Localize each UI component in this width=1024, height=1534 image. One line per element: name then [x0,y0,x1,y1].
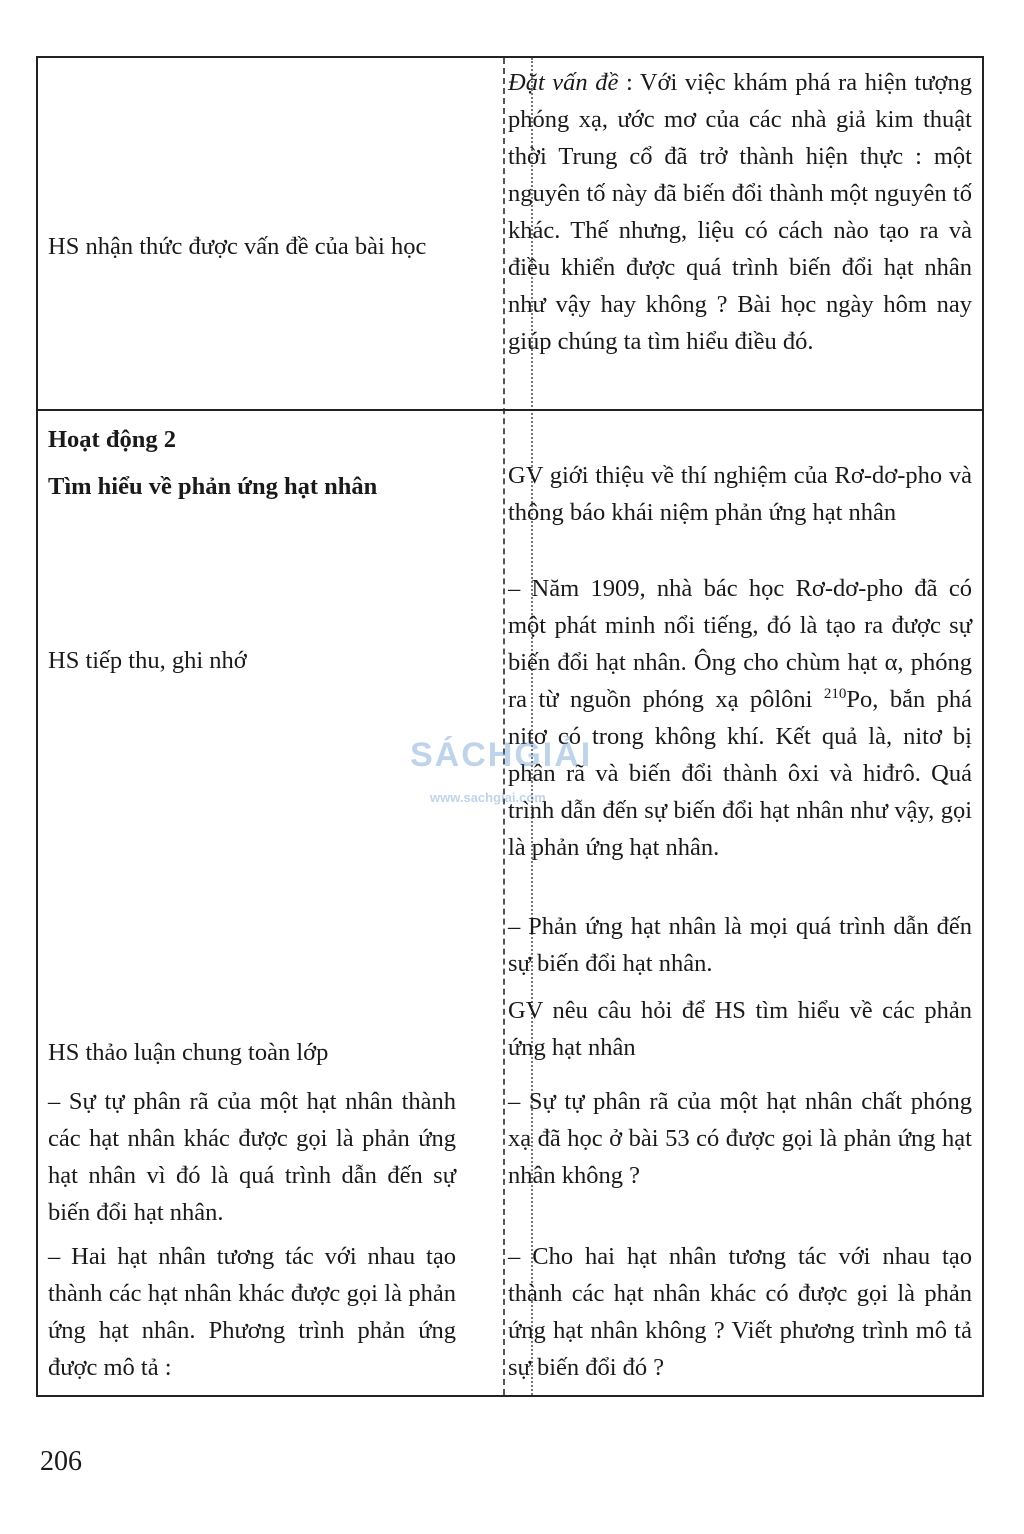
teacher-para-1 [508,570,972,866]
watermark-url: www.sachgiai.com [430,790,546,805]
row1-student-text: HS nhận thức được vấn đề của bài học [48,233,427,260]
student-discuss: HS thảo luận chung toàn lớp [48,1039,329,1066]
lesson-table [36,56,984,1397]
student-answer-2: – Hai hạt nhân tương tác với nhau tạo thành các hạt nhân khác được gọi là phản ứng hạt nhân. Phương trình phản ứng được mô tả : [48,1243,456,1381]
teacher-question-2: – Cho hai hạt nhân tương tác với nhau tạo thành các hạt nhân khác có được gọi là phản ứng hạt nhân không ? Viết phương trình mô tả sự biến đổi đó ? [508,1243,972,1381]
isotope-mass-number: 210 [823,686,847,702]
teacher-para-1-b: Po, bắn phá nitơ có trong không khí. Kết quả là, nitơ bị phân rã và biến đổi thành ôxi và hiđrô. Quá trình dẫn đến sự biến đổi hạt nhân như vậy, gọi là phản ứng hạt nhân. [508,686,973,861]
watermark-brand: SÁCHGIẢI [410,736,593,774]
teacher-question-intro: GV nêu câu hỏi để HS tìm hiểu về các phản ứng hạt nhân [508,997,972,1061]
activity-subtitle: Tìm hiểu về phản ứng hạt nhân [48,473,378,500]
row-divider [38,409,982,411]
teacher-para-1-a: – Năm 1909, nhà bác học Rơ-dơ-pho đã có một phát minh nổi tiếng, đó là tạo ra được sự biến đổi hạt nhân. Ông cho chùm hạt α, phóng ra từ nguồn phóng xạ pôlôni [508,575,972,713]
problem-text: : Với việc khám phá ra hiện tượng phóng xạ, ước mơ của các nhà giả kim thuật thời Trung cổ đã trở thành hiện thực : một nguyên tố này đã biến đổi thành một nguyên tố khác. Thế nhưng, liệu có cách nào tạo ra và điều khiển được quá trình biến đổi hạt nhân như vậy hay không ? Bài học ngày hôm nay giúp chúng ta tìm hiểu điều đó. [508,69,973,355]
teacher-question-1: – Sự tự phân rã của một hạt nhân chất phóng xạ đã học ở bài 53 có được gọi là phản ứng hạt nhân không ? [508,1088,972,1189]
page-number: 206 [40,1446,82,1477]
teacher-para-2: – Phản ứng hạt nhân là mọi quá trình dẫn đến sự biến đổi hạt nhân. [508,913,972,977]
student-receive: HS tiếp thu, ghi nhớ [48,647,247,674]
student-answer-1: – Sự tự phân rã của một hạt nhân thành các hạt nhân khác được gọi là phản ứng hạt nhân vì đó là quá trình dẫn đến sự biến đổi hạt nhân. [48,1088,456,1226]
column-divider-dashed [503,58,505,1395]
problem-label: Đặt vấn đề [508,69,619,96]
teacher-intro: GV giới thiệu về thí nghiệm của Rơ-dơ-pho và thông báo khái niệm phản ứng hạt nhân [508,462,972,526]
activity-title: Hoạt động 2 [48,426,176,453]
row1-teacher-text [508,64,972,360]
